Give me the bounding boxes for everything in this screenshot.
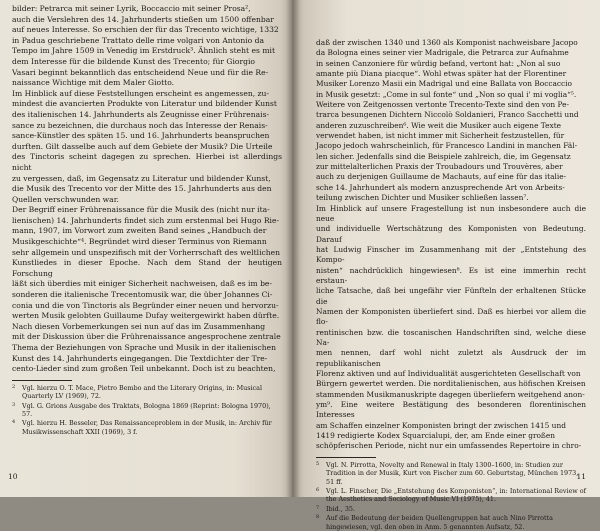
text-line: 1419 redigierte Kodex Squarcialupi, der, am Ende einer großen <box>316 431 555 441</box>
text-line: die Musik des Trecento vor der Mitte des 15. Jahrhunderts aus den <box>12 184 272 194</box>
footnote-number: 6 <box>316 486 320 493</box>
text-line: rentinischen bzw. die toscanischen Handschriften sind, welche diese Na- <box>316 327 586 347</box>
text-line: sance zu bezeichnen, die durchaus noch das Interesse der Renais- <box>12 120 268 130</box>
footnote-text: Vgl. hierzu H. Besseler, Das Renaissanceproblem in der Musik, in: Archiv für Musikwissenschaft XXII (1969), 3 f. <box>22 419 272 436</box>
page-number-right: 11 <box>576 472 586 481</box>
footnote <box>316 514 586 531</box>
text-line: mindest die avancierten Produkte von Literatur und bildender Kunst <box>12 99 277 109</box>
text-line: schöpferischen Periode, nicht nur ein umfassendes Repertoire in chro- <box>316 441 582 451</box>
text-line: Nach diesen Vorbemerkungen sei nun auf das im Zusammenhang <box>12 321 266 331</box>
text-line: bilder: Petrarca mit seiner Lyrik, Boccaccio mit seiner Prosa², <box>12 4 251 13</box>
text-line: len sicher. Jedenfalls sind die Beispiele zahlreich, die, im Gegensatz <box>316 151 571 161</box>
text-line: dem Interesse für die bildende Kunst des Trecento; für Giorgio <box>12 56 255 66</box>
text-line: hat Ludwig Finscher im Zusammenhang mit der „Entstehung des Kompo- <box>316 244 586 265</box>
text-line: auch zu derjenigen Guillaume de Machauts, auf eine für das italie- <box>316 172 567 182</box>
text-line: stammenden Musikmanuskripte dagegen überliefern weitgehend anon- <box>316 389 585 399</box>
footnote-text: Ibid., 35. <box>326 504 356 513</box>
text-line: sance-Künstler des späten 15. und 16. Jahrhunderts beanspruchen <box>12 131 270 141</box>
text-line: Musiker Lorenzo Masii ein Madrigal und eine Ballata von Boccaccio <box>316 79 572 89</box>
footnote-text: Vgl. G. Grions Ausgabe des Traktats, Bologna 1869 (Reprint: Bologna 1970), 57. <box>22 401 271 418</box>
text-line: Im Hinblick auf unsere Fragestellung ist nun insbesondere auch die neue <box>316 203 586 223</box>
text-line: lienischen) 14. Jahrhunderts findet sich zum erstenmal bei Hugo Rie- <box>12 215 280 225</box>
text-line: in Musik gesetzt: „Come in sul fonte“ und „Non so qual i' mi voglia“⁵. <box>316 89 577 99</box>
text-line: läßt sich überdies mit einiger Sicherheit nachweisen, daß es im be- <box>12 279 272 289</box>
text-line: trarca besungenen Dichtern Niccolò Soldanieri, Franco Sacchetti und <box>316 110 579 120</box>
left-body-text <box>12 4 282 375</box>
text-line: liche Tatsache, daß bei ungefähr vier Fünfteln der erhaltenen Stücke die <box>316 286 586 306</box>
footnote-separator <box>12 380 72 381</box>
text-line: des italienischen 14. Jahrhunderts als Zeugnisse einer Frührenais- <box>12 109 270 119</box>
text-line: Tempo im Jahre 1509 in Venedig im Erstdruck³. Ähnlich steht es mit <box>12 46 275 56</box>
footnote-text: Vgl. N. Pirrotta, Novelty and Renewal in Italy 1300–1600, in: Studien zur Tradition in der Musik, Kurt von Fischer zum 60. Geburtstag, München 1973, 51 ff. <box>326 460 579 486</box>
footnote <box>316 505 586 513</box>
text-line: des Tinctoris scheint dagegen zu sprechen. Hierbei ist allerdings nicht <box>12 152 282 172</box>
footnote <box>316 461 586 486</box>
text-line: ym⁹. Eine weitere Bestätigung des besonderen florentinischen Interesses <box>316 400 586 420</box>
text-line: Bürgern gewertet werden. Die norditalienischen, aus höfischen Kreisen <box>316 379 586 389</box>
right-page <box>292 0 600 531</box>
text-line: anderen zuzuschreiben⁶. Wie weit die Musiker auch eigene Texte <box>316 120 562 130</box>
text-line: Im Hinblick auf diese Feststellungen erscheint es angemessen, zu- <box>12 88 269 98</box>
text-line: conia und die von Tinctoris als Begründer einer neuen und hervorzu- <box>12 300 279 310</box>
text-line: Kunst des 14. Jahrhunderts eingegangen. Die Textdichter der Tre- <box>12 353 268 363</box>
text-line: teilung zwischen Dichter und Musiker schließen lassen⁷. <box>316 193 529 203</box>
text-line: Musikgeschichte“⁴. Begründet wird dieser Terminus von Riemann <box>12 237 267 247</box>
page-number-left: 10 <box>8 472 18 481</box>
footnote-number: 8 <box>316 514 320 521</box>
text-line: werten Musik gelobten Guillaume Dufay weitergewirkt haben dürfte. <box>12 311 280 321</box>
text-line: Jacopo jedoch wahrscheinlich, für Francesco Landini in manchen Fäl- <box>316 141 578 151</box>
text-line: in Padua geschriebene Trattato delle rime volgari von Antonio da <box>12 35 265 45</box>
book-gutter <box>286 0 300 497</box>
text-line: nisten“ nachdrücklich hingewiesen⁸. Es ist eine immerhin recht erstaun- <box>316 265 586 285</box>
text-line: auf neues Interesse. So erschien der für das Trecento wichtige, 1332 <box>12 25 279 35</box>
text-line: amante più Diana piacque“. Wohl etwas später hat der Florentiner <box>316 69 567 79</box>
footnote-number: 7 <box>316 504 320 511</box>
text-line: sonderen die italienische Trecentomusik war, die über Johannes Ci- <box>12 290 273 300</box>
text-line: daß der zwischen 1340 und 1360 als Komponist nachweisbare Jacopo <box>316 38 578 47</box>
footnote-text: Vgl. hierzu O. T. Mace, Pietro Bembo and the Literary Origins, in: Musical Quarterly LV (1969), 72. <box>22 383 262 401</box>
text-line: mann, 1907, im Vorwort zum zweiten Band seines „Handbuch der <box>12 226 267 236</box>
text-line: Florenz aktiven und auf Individualität ausgerichteten Gesellschaft von <box>316 369 581 378</box>
text-line: men nennen, darf wohl nicht zuletzt als Ausdruck der im republikanischen <box>316 348 586 368</box>
text-line: auch die Verslehren des 14. Jahrhunderts stießen um 1500 offenbar <box>12 14 274 24</box>
text-line: Vasari beginnt bekanntlich das entscheidend Neue und für die Re- <box>12 67 269 77</box>
footnote <box>12 402 282 419</box>
text-line: und individuelle Wertschätzung des Komponisten von Bedeutung. Darauf <box>316 224 586 244</box>
footnote-number: 3 <box>12 401 16 408</box>
text-line: Kunstliedes in dieser Epoche. Nach dem Stand der heutigen Forschung <box>12 258 282 278</box>
text-line: am Schaffen einzelner Komponisten bringt der zwischen 1415 und <box>316 420 566 430</box>
right-body-text <box>316 38 586 452</box>
right-footnotes <box>316 461 586 531</box>
footnote-number: 5 <box>316 460 320 467</box>
text-line: Thema der Beziehungen von Sprache und Musik in der italienischen <box>12 343 277 352</box>
left-footnotes <box>12 384 282 436</box>
footnote-text: Vgl. L. Finscher, Die „Entstehung des Komponisten“, in: International Review of the Aesthetics and Sociology of Music VI (1975), 41. <box>326 486 587 504</box>
footnote-number: 4 <box>12 419 16 426</box>
text-line: Der Begriff einer Frührenaissance für die Musik des (nicht nur ita- <box>12 205 270 215</box>
text-line: sche 14. Jahrhundert als modern anzusprechende Art von Arbeits- <box>316 182 565 192</box>
text-line: sehr allgemein und unspezifisch mit der Vorherrschaft des weltlichen <box>12 247 281 257</box>
text-line: cento-Lieder sind zum großen Teil unbekannt. Doch ist zu beachten, <box>12 364 276 374</box>
text-line: zur mittelalterlichen Praxis der Troubadours und Trouvères, aber <box>316 162 563 172</box>
left-page <box>0 0 292 497</box>
text-line: da Bologna eines seiner vier Madrigale, die Petrarca zur Aufnahme <box>316 48 569 58</box>
text-line: Quellen verschwunden war. <box>12 194 119 204</box>
footnote <box>12 384 282 401</box>
text-line: mit der Diskussion über die Frührenaissance angesprochene zentrale <box>12 332 281 342</box>
footnote-separator <box>316 457 376 458</box>
text-line: in seinen Canzoniere für würdig befand, vertont hat: „Non al suo <box>316 58 561 68</box>
text-line: Weitere von Zeitgenossen vertonte Trecento-Texte sind den von Pe- <box>316 100 570 110</box>
footnote <box>316 487 586 504</box>
footnote-number: 2 <box>12 383 16 390</box>
footnote-text: Auf die Bedeutung der beiden Quellengruppen hat auch Nino Pirrotta hingewiesen, vgl. den oben in Anm. 5 genannten Aufsatz, 52. <box>326 514 553 531</box>
text-line: zu vergessen, daß, im Gegensatz zu Literatur und bildender Kunst, <box>12 173 271 183</box>
footnote <box>12 419 282 436</box>
text-line: Namen der Komponisten überliefert sind. Daß es hierbei vor allem die flo- <box>316 306 586 327</box>
text-line: naissance Wichtige mit dem Maler Giotto. <box>12 78 175 88</box>
text-line: durften. Gilt dasselbe auch auf dem Gebiete der Musik? Die Urteile <box>12 141 273 151</box>
text-line: verwendet haben, ist nicht immer mit Sicherheit festzustellen, für <box>316 131 565 141</box>
